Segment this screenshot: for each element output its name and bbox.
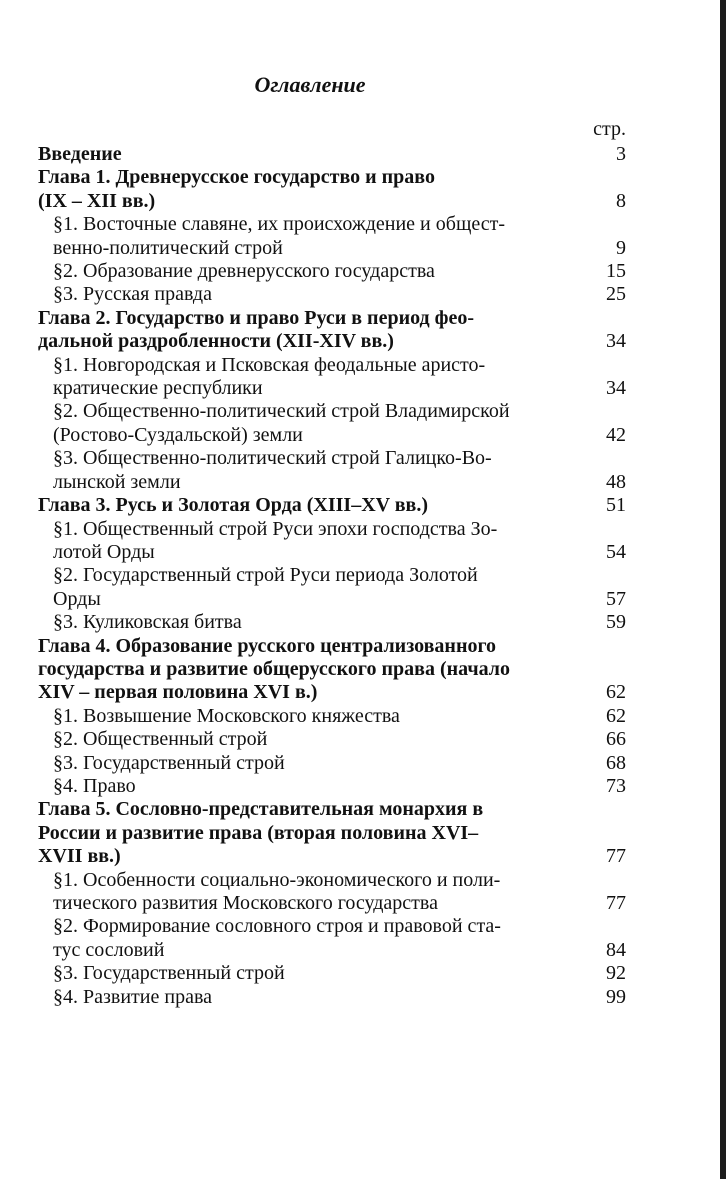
toc-section-entry[interactable]: [38, 283, 626, 306]
toc-entry-line: России и развитие права (вторая половина XVI–: [38, 821, 479, 844]
toc-entry-line: XVII вв.): [38, 845, 121, 868]
toc-entry-line: дальной раздробленности (XII-XIV вв.): [38, 330, 394, 353]
toc-entry-line: §3. Государственный строй: [53, 962, 285, 985]
toc-page-number: 73: [606, 774, 626, 797]
toc-entry-line: §1. Новгородская и Псковская феодальные аристо-: [53, 353, 486, 376]
toc-entry-line: Глава 4. Образование русского централизованного: [38, 634, 497, 657]
toc-page-number: 48: [606, 470, 626, 493]
toc-section-entry[interactable]: [38, 915, 626, 962]
toc-page-number: 99: [606, 985, 626, 1008]
toc-section-entry[interactable]: [38, 213, 626, 260]
toc-entry-line: §1. Восточные славяне, их происхождение и общест-: [53, 213, 505, 236]
toc-entry-line: §2. Общественный строй: [53, 728, 268, 751]
toc-section-entry[interactable]: [38, 728, 626, 751]
toc-entry-line: §2. Образование древнерусского государства: [53, 260, 435, 283]
toc-page-number: 77: [606, 892, 626, 914]
toc-chapter-entry[interactable]: [38, 635, 626, 705]
toc-page-number: 92: [606, 962, 626, 985]
toc-page-number: 68: [606, 751, 626, 774]
toc-page-number: 9: [616, 236, 626, 259]
toc-entry-line: §2. Государственный строй Руси периода Золотой: [53, 564, 478, 587]
toc-entry-line: §1. Общественный строй Руси эпохи господства Зо-: [53, 517, 498, 540]
toc-entry-line: тического развития Московского государства: [53, 892, 438, 914]
toc-page-number: 15: [606, 260, 626, 283]
toc-section-entry[interactable]: [38, 400, 626, 447]
toc-entry-line: §4. Право: [53, 774, 136, 797]
toc-section-entry[interactable]: [38, 564, 626, 611]
toc-entry-line: §3. Куликовская битва: [53, 611, 242, 634]
toc-section-entry[interactable]: [38, 775, 626, 798]
toc-chapter-entry[interactable]: [38, 166, 626, 213]
toc-entry-line: Введение: [38, 143, 122, 165]
toc-entry-line: §1. Особенности социально-экономического и поли-: [53, 868, 501, 891]
toc-entry-line: §3. Русская правда: [53, 283, 212, 306]
toc-page-number: 66: [606, 728, 626, 751]
toc-section-entry[interactable]: [38, 447, 626, 494]
table-of-contents: [38, 143, 626, 1009]
toc-section-entry[interactable]: [38, 986, 626, 1009]
toc-entry-line: §2. Формирование сословного строя и правовой ста-: [53, 915, 501, 938]
toc-entry-line: §3. Общественно-политический строй Галицко-Во-: [53, 447, 492, 470]
toc-entry-line: кратические республики: [53, 377, 263, 400]
toc-page-number: 62: [606, 681, 626, 704]
toc-entry-line: §3. Государственный строй: [53, 751, 285, 774]
toc-section-entry[interactable]: [38, 518, 626, 565]
toc-section-entry[interactable]: [38, 354, 626, 401]
toc-page-number: 34: [606, 377, 626, 400]
toc-section-entry[interactable]: [38, 705, 626, 728]
toc-entry-line: §4. Развитие права: [53, 985, 213, 1008]
toc-page-number: 34: [606, 330, 626, 353]
toc-entry-line: тус сословий: [53, 938, 165, 961]
toc-page-number: 59: [606, 611, 626, 634]
toc-entry-line: венно-политический строй: [53, 236, 283, 259]
toc-page-number: 62: [606, 704, 626, 727]
toc-section-entry[interactable]: [38, 752, 626, 775]
toc-entry-line: лынской земли: [53, 470, 181, 493]
toc-chapter-entry[interactable]: [38, 798, 626, 868]
toc-entry-line: Орды: [53, 587, 101, 610]
toc-entry-line: Глава 2. Государство и право Руси в период фео-: [38, 306, 475, 329]
toc-page-number: 57: [606, 587, 626, 610]
toc-entry-line: Глава 1. Древнерусское государство и право: [38, 166, 435, 189]
toc-section-entry[interactable]: [38, 869, 626, 916]
toc-page-number: 51: [606, 494, 626, 517]
toc-entry-line: государства и развитие общерусского права (начало: [38, 657, 511, 680]
toc-entry-line: Глава 5. Сословно-представительная монархия в: [38, 798, 484, 821]
toc-chapter-entry[interactable]: [38, 143, 626, 166]
page-title: Оглавление: [254, 72, 366, 97]
toc-entry-line: §2. Общественно-политический строй Владимирской: [53, 400, 510, 423]
toc-entry-line: (Ростово-Суздальской) земли: [53, 423, 303, 446]
toc-chapter-entry[interactable]: [38, 494, 626, 517]
toc-section-entry[interactable]: [38, 611, 626, 634]
toc-page-number: 3: [616, 143, 626, 165]
page-edge-shadow: [720, 0, 726, 1179]
toc-section-entry[interactable]: [38, 962, 626, 985]
toc-chapter-entry[interactable]: [38, 307, 626, 354]
toc-page-number: 42: [606, 423, 626, 446]
toc-entry-line: (IX – XII вв.): [38, 189, 156, 212]
toc-entry-line: лотой Орды: [53, 540, 155, 563]
toc-section-entry[interactable]: [38, 260, 626, 283]
toc-entry-line: §1. Возвышение Московского княжества: [53, 704, 400, 727]
toc-page-number: 54: [606, 540, 626, 563]
toc-entry-line: Глава 3. Русь и Золотая Орда (XIII–XV вв.): [38, 494, 428, 517]
toc-page-number: 84: [606, 938, 626, 961]
toc-page-number: 8: [616, 189, 626, 212]
page-column-label: стр.: [593, 118, 626, 140]
toc-page-number: 77: [606, 845, 626, 868]
toc-page-number: 25: [606, 283, 626, 306]
toc-entry-line: XIV – первая половина XVI в.): [38, 681, 318, 704]
